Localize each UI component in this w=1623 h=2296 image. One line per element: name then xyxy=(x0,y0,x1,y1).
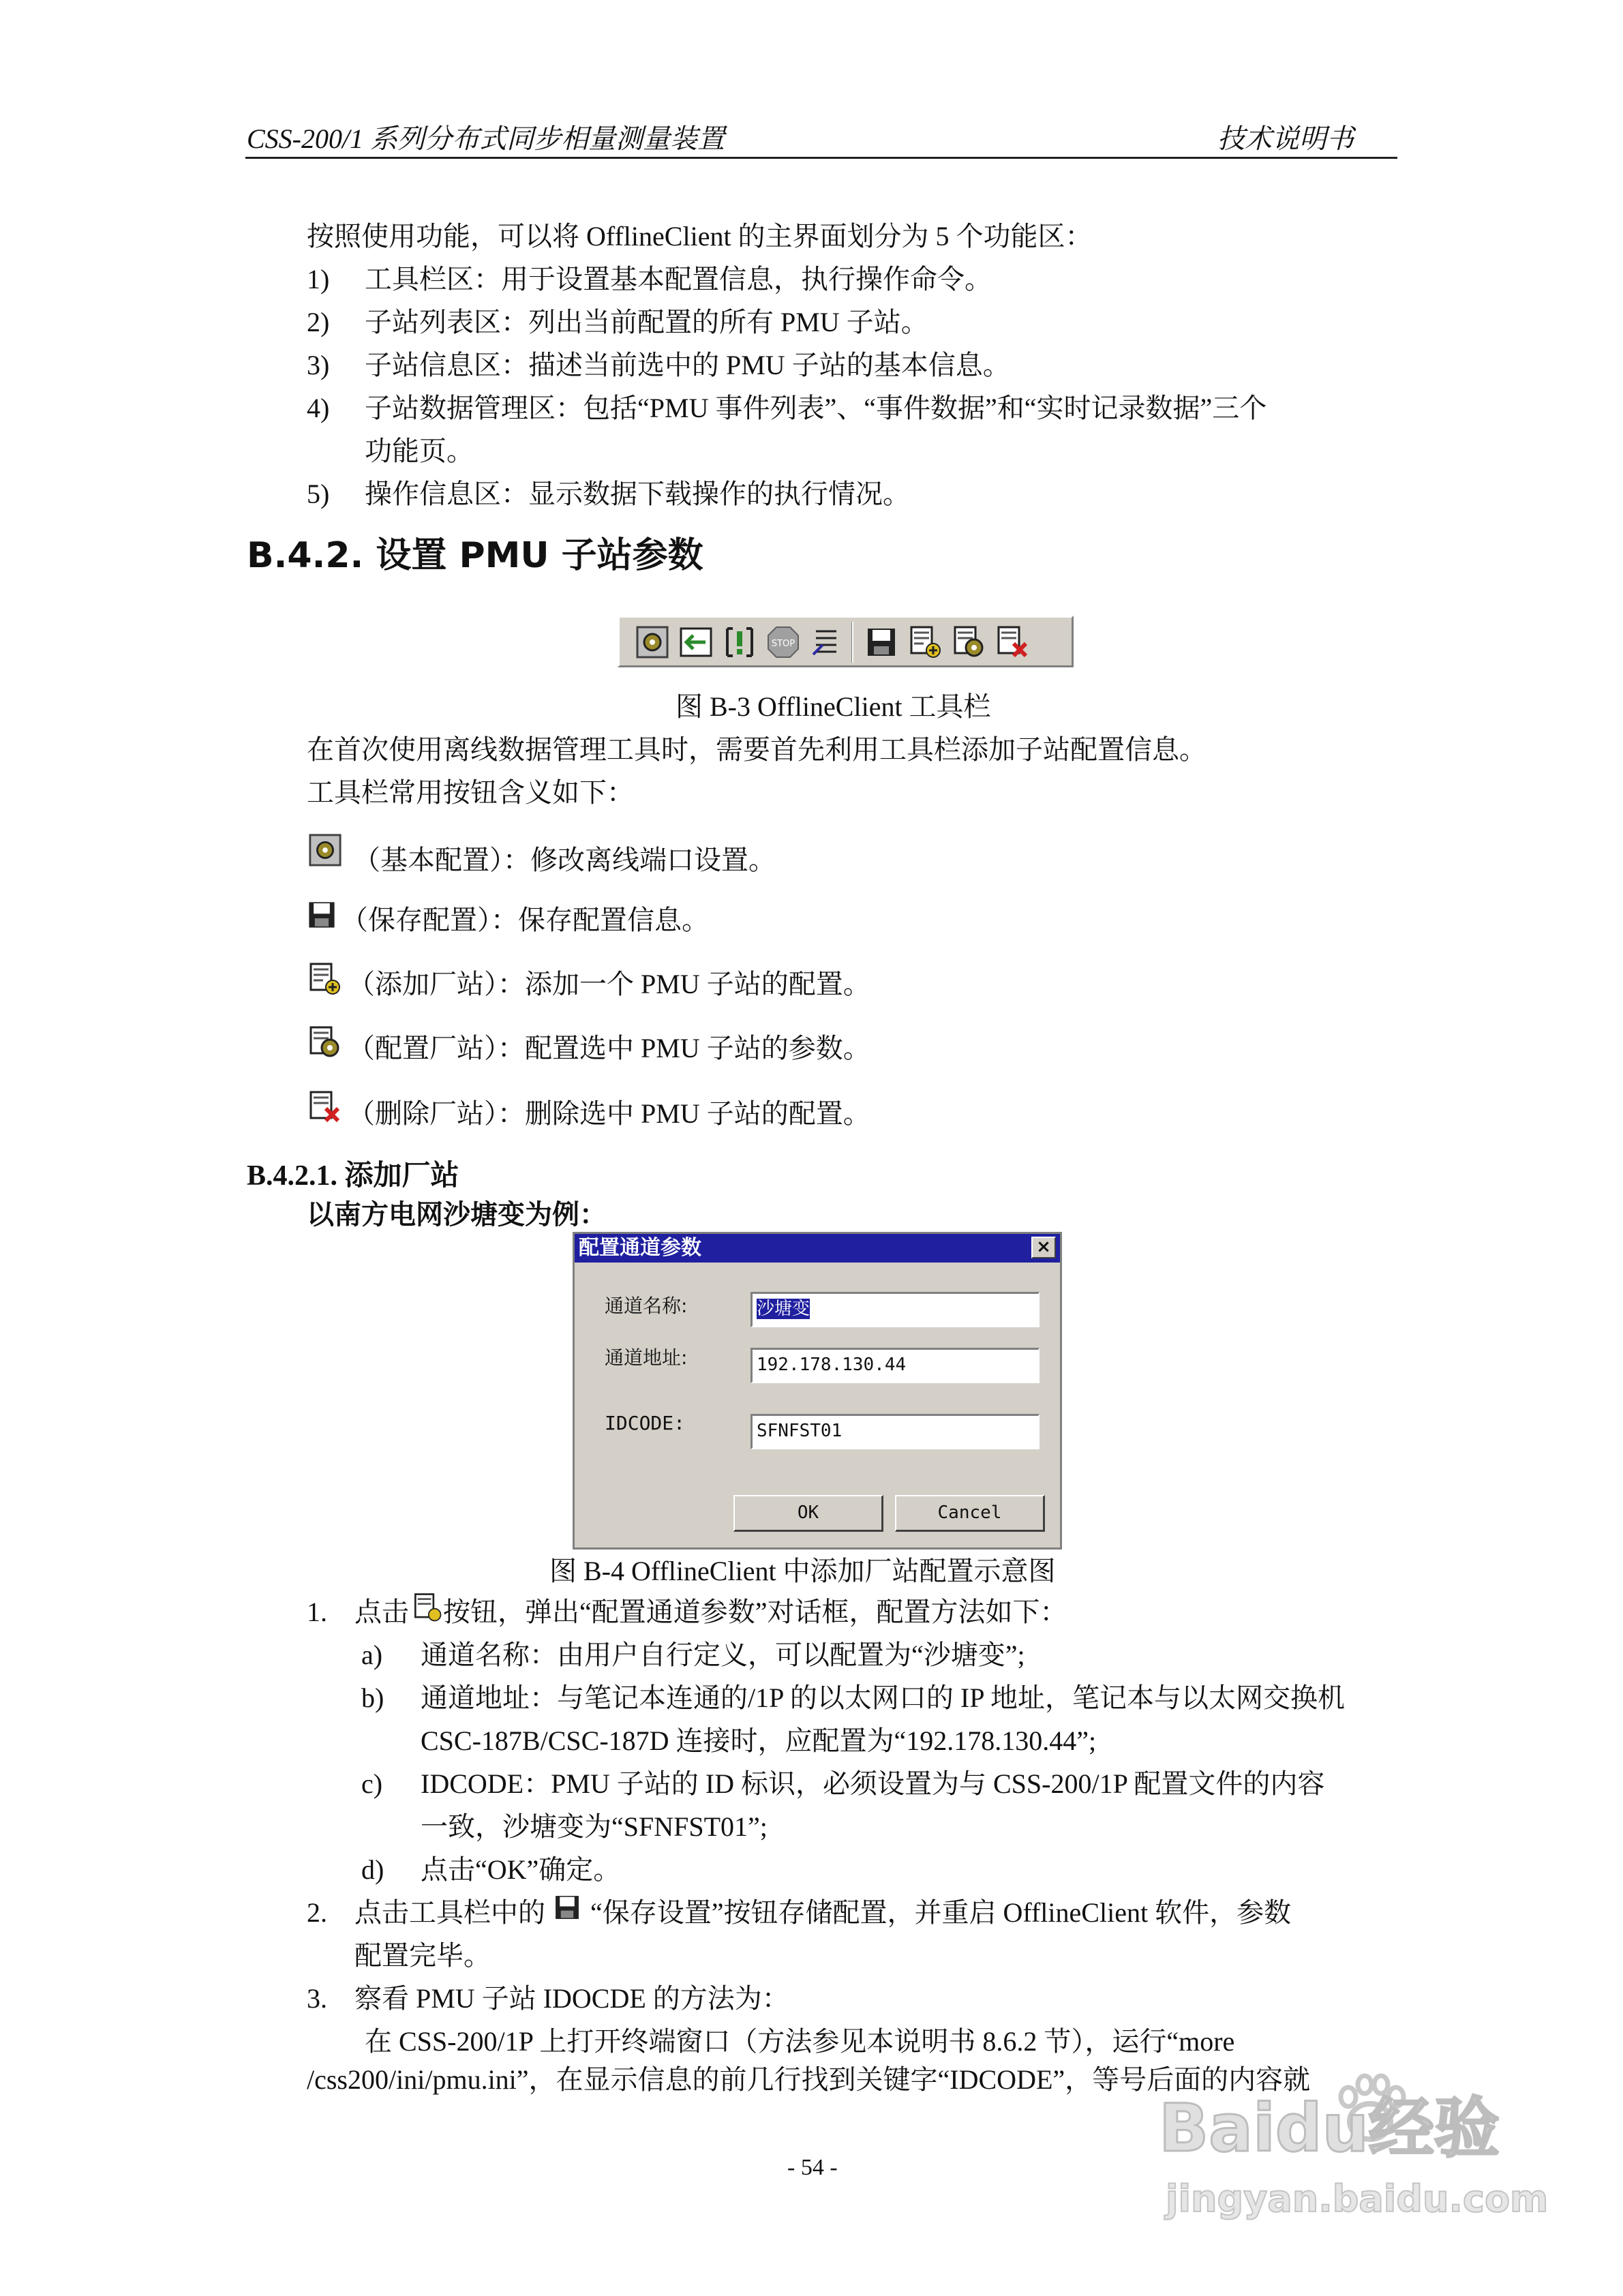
dialog-titlebar xyxy=(575,1234,1060,1263)
dialog-caption: 图 B-4 OfflineClient 中添加厂站配置示意图 xyxy=(549,1556,1056,1586)
ok-button[interactable]: OK xyxy=(733,1495,883,1532)
substep-continuation: CSC-187B/CSC-187D 连接时，应配置为“192.178.130.44”; xyxy=(421,1725,1097,1756)
list-num: 2) xyxy=(307,307,330,337)
channel-name-input[interactable] xyxy=(750,1292,1040,1327)
step-continuation: 配置完毕。 xyxy=(354,1940,491,1971)
config-channel-dialog xyxy=(573,1232,1062,1550)
list-item-continuation: 功能页。 xyxy=(365,436,474,466)
substep-text: 点击“OK”确定。 xyxy=(421,1854,621,1885)
list-item: 子站列表区：列出当前配置的所有 PMU 子站。 xyxy=(365,307,928,337)
substep-text: 通道名称：由用户自行定义，可以配置为“沙塘变”; xyxy=(421,1640,1025,1670)
watermark-brand: Baidu经验 xyxy=(1159,2090,1500,2166)
step-text: 点击 xyxy=(354,1597,409,1627)
close-button[interactable]: × xyxy=(1031,1237,1056,1258)
idcode-input[interactable]: SFNFST01 xyxy=(750,1414,1040,1449)
watermark-url: jingyan.baidu.com xyxy=(1166,2177,1549,2220)
add-station-icon xyxy=(907,624,943,660)
step-number: 3. xyxy=(307,1983,327,2014)
header-rule xyxy=(245,157,1397,159)
idcode-label: IDCODE: xyxy=(605,1412,686,1434)
running-header-right: 技术说明书 xyxy=(1217,123,1354,154)
step-text: 按钮，弹出“配置通道参数”对话框，配置方法如下： xyxy=(443,1597,1067,1627)
toolbar-caption: 图 B-3 OfflineClient 工具栏 xyxy=(676,691,991,722)
basic-config-icon xyxy=(635,624,670,660)
toolbar-figure xyxy=(618,616,1074,667)
running-header-left: CSS-200/1 系列分布式同步相量测量装置 xyxy=(247,123,725,154)
subsection-heading: B.4.2.1. 添加厂站 xyxy=(247,1160,459,1192)
toolbar-separator xyxy=(851,622,853,663)
channel-name-label: 通道名称: xyxy=(605,1295,688,1317)
add-station-icon xyxy=(307,961,342,997)
step-text: 点击工具栏中的 xyxy=(354,1897,545,1928)
channel-address-label: 通道地址: xyxy=(605,1346,688,1369)
alert-icon xyxy=(722,624,757,660)
svg-text:STOP: STOP xyxy=(771,639,795,649)
cancel-button[interactable]: Cancel xyxy=(895,1495,1045,1532)
substep-text: 通道地址：与笔记本连通的/1P 的以太网口的 IP 地址，笔记本与以太网交换机 xyxy=(421,1682,1345,1713)
list-item: 操作信息区：显示数据下载操作的执行情况。 xyxy=(365,479,910,509)
list-item: 子站数据管理区：包括“PMU 事件列表”、“事件数据”和“实时记录数据”三个 xyxy=(365,393,1267,423)
add-station-icon xyxy=(412,1592,443,1623)
intro-paragraph: 按照使用功能，可以将 OfflineClient 的主界面划分为 5 个功能区： xyxy=(307,221,1093,252)
delete-station-icon xyxy=(307,1089,342,1125)
list-num: 4) xyxy=(307,393,330,423)
list-item: 工具栏区：用于设置基本配置信息，执行操作命令。 xyxy=(365,264,992,294)
step-number: 1. xyxy=(307,1597,327,1627)
save-icon xyxy=(864,624,899,660)
list-num: 3) xyxy=(307,350,330,380)
channel-name-value: 沙塘变 xyxy=(757,1299,810,1319)
paragraph: /css200/ini/pmu.ini”，在显示信息的前几行找到关键字“IDCODE”，等号后面的内容就 xyxy=(307,2064,1311,2095)
delete-station-icon xyxy=(995,624,1030,660)
save-icon xyxy=(307,900,337,930)
stop-icon xyxy=(765,624,801,660)
channel-address-input[interactable]: 192.178.130.44 xyxy=(750,1348,1040,1383)
button-description: （保存配置）：保存配置信息。 xyxy=(341,905,709,935)
step-text: “保存设置”按钮存储配置，并重启 OfflineClient 软件，参数 xyxy=(590,1897,1292,1928)
step-text: 察看 PMU 子站 IDOCDE 的方法为： xyxy=(354,1983,789,2014)
substep-label: a) xyxy=(361,1640,383,1670)
list-icon xyxy=(809,624,845,660)
config-station-icon xyxy=(307,1025,342,1060)
config-station-icon xyxy=(951,624,986,660)
button-description: （删除厂站）：删除选中 PMU 子站的配置。 xyxy=(348,1098,870,1129)
section-heading: B.4.2. 设置 PMU 子站参数 xyxy=(247,535,703,576)
substep-label: c) xyxy=(361,1768,383,1799)
paragraph: 工具栏常用按钮含义如下： xyxy=(307,777,634,808)
page-number: - 54 - xyxy=(787,2155,838,2180)
list-item: 子站信息区：描述当前选中的 PMU 子站的基本信息。 xyxy=(365,350,1010,380)
button-description: （基本配置）：修改离线端口设置。 xyxy=(353,845,776,875)
import-icon xyxy=(678,624,714,660)
example-line: 以南方电网沙塘变为例： xyxy=(307,1199,607,1230)
button-description: （添加厂站）：添加一个 PMU 子站的配置。 xyxy=(348,969,870,999)
step-number: 2. xyxy=(307,1897,327,1928)
substep-continuation: 一致，沙塘变为“SFNFST01”; xyxy=(421,1811,768,1842)
save-icon xyxy=(553,1894,581,1921)
dialog-title: 配置通道参数 xyxy=(579,1236,701,1260)
substep-label: b) xyxy=(361,1682,384,1713)
button-description: （配置厂站）：配置选中 PMU 子站的参数。 xyxy=(348,1033,870,1063)
paragraph: 在 CSS-200/1P 上打开终端窗口（方法参见本说明书 8.6.2 节），运行“more xyxy=(365,2026,1235,2057)
substep-label: d) xyxy=(361,1854,384,1885)
paragraph: 在首次使用离线数据管理工具时，需要首先利用工具栏添加子站配置信息。 xyxy=(307,734,1207,765)
list-num: 5) xyxy=(307,479,330,509)
list-num: 1) xyxy=(307,264,330,294)
substep-text: IDCODE：PMU 子站的 ID 标识，必须设置为与 CSS-200/1P 配置文件的内容 xyxy=(421,1768,1325,1799)
basic-config-icon xyxy=(308,833,342,867)
